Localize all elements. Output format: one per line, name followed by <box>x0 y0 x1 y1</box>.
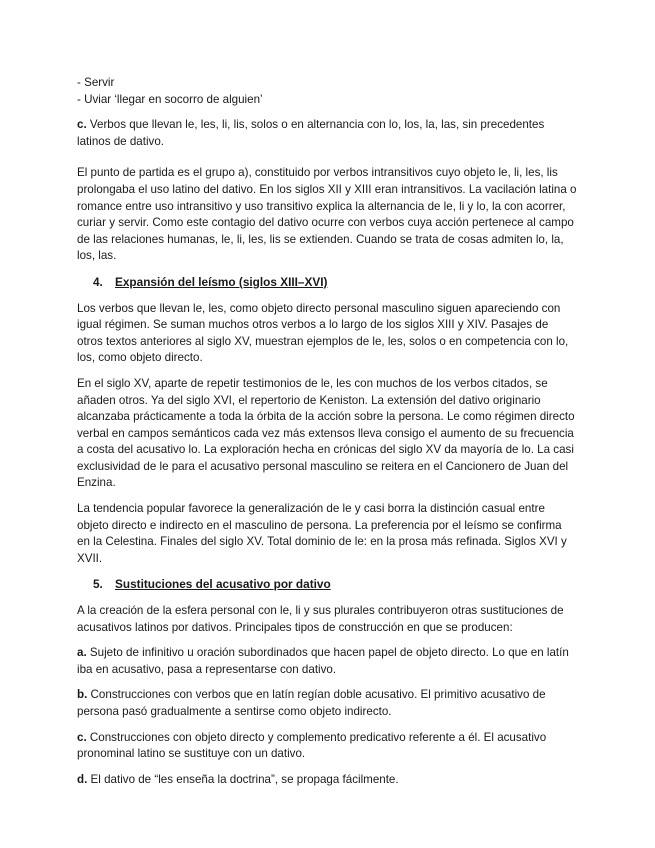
item-text: Verbos que llevan le, les, li, lis, solos o en alternancia con lo, los, la, las, sin precedentes latinos de dativo. <box>77 118 545 148</box>
paragraph-c <box>77 117 577 150</box>
item-text: Construcciones con objeto directo y complemento predicativo referente a él. El acusativo pronominal latino se sustituye con un dativo. <box>77 730 547 761</box>
section-title: Sustituciones del acusativo por dativo <box>115 577 331 592</box>
list-item-c <box>77 730 577 763</box>
item-label: a. <box>77 646 87 660</box>
item-text: El dativo de “les enseña la doctrina”, se propaga fácilmente. <box>90 772 399 786</box>
section-number: 5. <box>93 577 103 592</box>
list-block <box>77 75 577 108</box>
section-title: Expansión del leísmo (siglos XIII–XVI) <box>115 274 328 289</box>
list-item-b <box>77 687 577 720</box>
paragraph: En el siglo XV, aparte de repetir testimonios de le, les con muchos de los verbos citados, se añaden otros. Ya del siglo XVI, el repertorio de Keniston. La extensión del dativo originario alcanzaba prácticamente a toda la órbita de la acción sobre la persona. Le como régimen directo verbal en campos semánticos cada vez más extensos lleva consigo el aumento de su frecuencia a costa del acusativo lo. La exploración hecha en crónicas del siglo XV da mayoría de lo. La casi exclusividad de le para el acusativo personal masculino se reitera en el Cancionero de Juan del Enzina. <box>77 376 575 490</box>
list-item: - Uviar ‘llegar en socorro de alguien’ <box>77 92 263 106</box>
item-text: Sujeto de infinitivo u oración subordinados que hacen papel de objeto directo. Lo que en latín iba en acusativo, pasa a representarse con dativo. <box>77 646 569 676</box>
paragraph: A la creación de la esfera personal con le, li y sus plurales contribuyeron otras sustituciones de acusativos latinos por dativos. Principales tipos de construcción en que se producen: <box>77 604 564 634</box>
paragraph: Los verbos que llevan le, les, como objeto directo personal masculino siguen apareciendo con igual régimen. Se suman muchos otros verbos a lo largo de los siglos XIII y XIV. Pasajes de otros textos anteriores al siglo XV, muestran ejemplos de le, les, solos o en competencia con lo, los, como objeto directo. <box>77 301 569 365</box>
section-heading-4 <box>77 274 577 291</box>
list-item-a <box>77 645 577 678</box>
document-page <box>77 75 577 797</box>
section-number: 4. <box>93 274 103 289</box>
paragraph: La tendencia popular favorece la generalización de le y casi borra la distinción casual entre objeto directo e indirecto en el masculino de persona. La preferencia por el leísmo se confirma en la Celestina. Finales del siglo XV. Total dominio de le: en la prosa más refinada. Siglos XVI y XVII. <box>77 502 567 565</box>
section-heading-5 <box>77 576 577 593</box>
item-label: d. <box>77 772 88 786</box>
paragraph-origin: El punto de partida es el grupo a), constituido por verbos intransitivos cuyo objeto le, li, les, lis prolongaba el uso latino del dativo. En los siglos XII y XIII eran intransitivos. La vacilación latina o romance entre uso intransitivo y uso transitivo explica la alternancia de le, li y lo, la con acorrer, curiar y servir. Como este contagio del dativo ocurre con verbos cuya acción pertenece al campo de las relaciones humanas, le, li, les, lis se extienden. Cuando se trata de cosas admiten lo, la, los, las. <box>77 166 577 263</box>
list-item: - Servir <box>77 76 115 89</box>
list-item-d <box>77 772 577 789</box>
item-label: b. <box>77 688 88 702</box>
item-label: c. <box>77 118 87 132</box>
item-text: Construcciones con verbos que en latín regían doble acusativo. El primitivo acusativo de persona pasó gradualmente a sentirse como objeto indirecto. <box>77 688 546 718</box>
item-label: c. <box>77 730 87 744</box>
